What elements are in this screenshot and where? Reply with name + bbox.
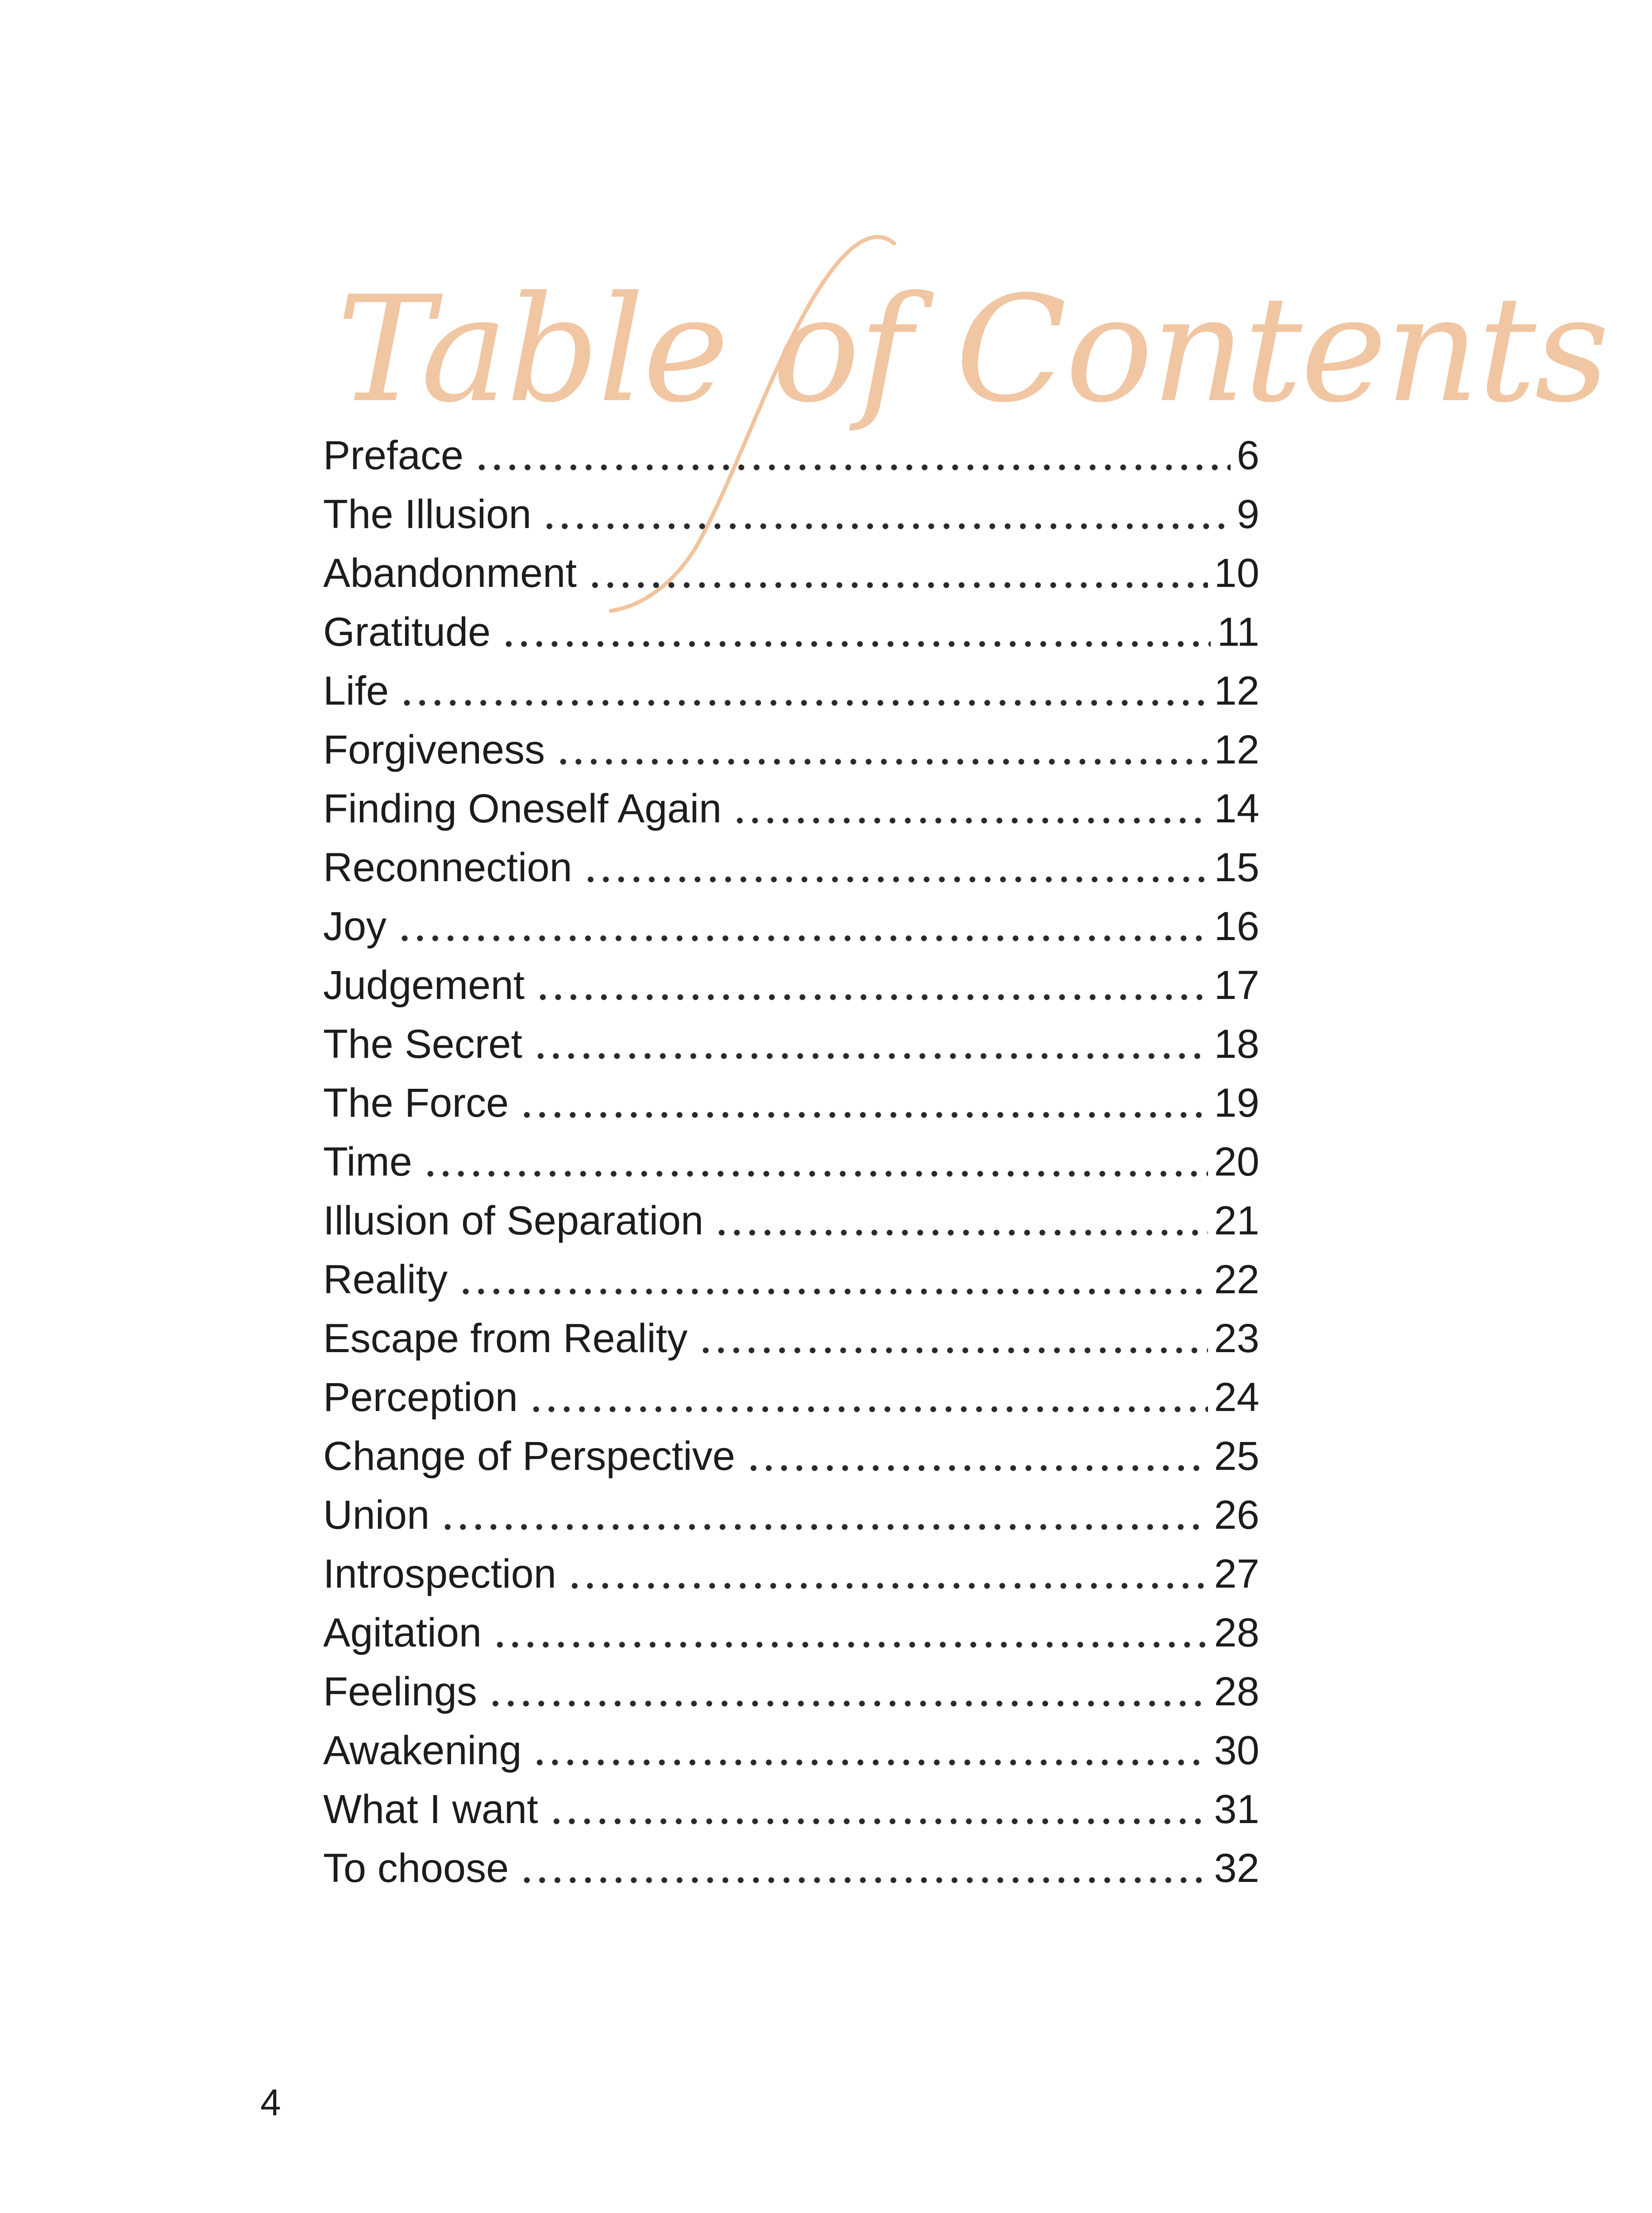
toc-entry-page: 12: [1214, 668, 1259, 713]
toc-entry-page: 19: [1214, 1080, 1259, 1126]
toc-entry-page: 15: [1214, 845, 1259, 890]
toc-entry[interactable]: [323, 1133, 1259, 1191]
toc-entry-title: Life: [323, 668, 389, 713]
toc-entry-page: 10: [1214, 551, 1259, 596]
toc-entry[interactable]: [323, 1015, 1259, 1074]
toc-entry[interactable]: [323, 1486, 1259, 1545]
toc-entry[interactable]: [323, 544, 1259, 603]
toc-entry-page: 16: [1214, 904, 1259, 949]
table-of-contents: [323, 426, 1259, 1898]
toc-entry[interactable]: [323, 1427, 1259, 1486]
toc-entry[interactable]: [323, 1074, 1259, 1133]
toc-dot-leader: [535, 993, 1208, 1002]
toc-entry-page: 28: [1214, 1610, 1259, 1655]
toc-entry[interactable]: [323, 603, 1259, 662]
toc-dot-leader: [519, 1110, 1208, 1119]
toc-dot-leader: [732, 816, 1208, 825]
toc-entry[interactable]: [323, 1309, 1259, 1368]
toc-entry-title: The Secret: [323, 1022, 522, 1067]
toc-entry-page: 25: [1214, 1434, 1259, 1479]
toc-entry-title: Agitation: [323, 1610, 482, 1655]
toc-entry-title: Escape from Reality: [323, 1316, 688, 1361]
toc-entry-title: Introspection: [323, 1551, 556, 1596]
toc-dot-leader: [583, 875, 1208, 884]
toc-dot-leader: [556, 757, 1208, 766]
toc-entry-page: 22: [1214, 1257, 1259, 1302]
toc-entry-page: 17: [1214, 963, 1259, 1008]
toc-entry-title: The Force: [323, 1080, 509, 1126]
toc-dot-leader: [397, 934, 1208, 943]
toc-dot-leader: [587, 581, 1208, 590]
toc-dot-leader: [458, 1287, 1208, 1296]
toc-entry[interactable]: [323, 1250, 1259, 1309]
toc-entry-page: 21: [1214, 1198, 1259, 1243]
toc-entry-title: Illusion of Separation: [323, 1198, 704, 1243]
toc-entry-title: Judgement: [323, 963, 525, 1008]
toc-dot-leader: [533, 1052, 1208, 1060]
toc-entry-title: What I want: [323, 1787, 538, 1832]
toc-entry-title: Reality: [323, 1257, 448, 1302]
toc-entry-page: 14: [1214, 786, 1259, 831]
toc-entry-page: 23: [1214, 1316, 1259, 1361]
toc-dot-leader: [492, 1640, 1208, 1649]
toc-entry-page: 11: [1217, 609, 1259, 655]
toc-dot-leader: [399, 698, 1208, 707]
toc-entry-page: 31: [1214, 1787, 1259, 1832]
toc-entry[interactable]: [323, 1780, 1259, 1839]
toc-dot-leader: [567, 1581, 1208, 1590]
toc-entry[interactable]: [323, 838, 1259, 897]
toc-dot-leader: [474, 463, 1231, 472]
toc-entry[interactable]: [323, 1662, 1259, 1721]
toc-entry-title: Joy: [323, 904, 387, 949]
toc-entry-page: 28: [1214, 1669, 1259, 1714]
toc-dot-leader: [542, 522, 1230, 531]
toc-dot-leader: [532, 1758, 1208, 1767]
toc-entry-title: Reconnection: [323, 845, 572, 890]
toc-entry-title: Feelings: [323, 1669, 477, 1714]
toc-entry-page: 30: [1214, 1728, 1259, 1773]
toc-entry[interactable]: [323, 1604, 1259, 1662]
toc-dot-leader: [501, 640, 1211, 648]
toc-entry-page: 27: [1214, 1551, 1259, 1596]
toc-entry-title: Change of Perspective: [323, 1434, 735, 1479]
toc-entry[interactable]: [323, 1721, 1259, 1780]
toc-entry[interactable]: [323, 1545, 1259, 1604]
toc-entry-page: 26: [1214, 1492, 1259, 1538]
toc-entry-title: Forgiveness: [323, 727, 545, 772]
toc-entry-page: 32: [1214, 1846, 1259, 1891]
toc-entry[interactable]: [323, 426, 1259, 485]
toc-entry-title: The Illusion: [323, 492, 532, 537]
toc-dot-leader: [519, 1876, 1208, 1885]
toc-dot-leader: [423, 1169, 1208, 1178]
toc-entry-page: 6: [1236, 433, 1259, 478]
toc-entry-page: 20: [1214, 1139, 1259, 1184]
toc-dot-leader: [714, 1228, 1208, 1237]
toc-entry-page: 12: [1214, 727, 1259, 772]
toc-entry-title: Finding Oneself Again: [323, 786, 722, 831]
toc-entry-title: Awakening: [323, 1728, 522, 1773]
toc-entry[interactable]: [323, 1191, 1259, 1250]
toc-dot-leader: [698, 1346, 1208, 1355]
toc-dot-leader: [529, 1405, 1208, 1414]
toc-entry[interactable]: [323, 1368, 1259, 1427]
toc-dot-leader: [488, 1699, 1208, 1708]
toc-entry-page: 9: [1236, 492, 1259, 537]
toc-entry[interactable]: [323, 662, 1259, 721]
toc-entry-page: 18: [1214, 1022, 1259, 1067]
toc-entry-page: 24: [1214, 1375, 1259, 1420]
page-title: Table of Contents: [336, 265, 1608, 435]
toc-entry[interactable]: [323, 897, 1259, 956]
toc-entry[interactable]: [323, 721, 1259, 779]
toc-entry-title: Abandonment: [323, 551, 577, 596]
toc-dot-leader: [440, 1523, 1208, 1531]
toc-entry-title: Perception: [323, 1375, 518, 1420]
toc-entry-title: To choose: [323, 1846, 509, 1891]
toc-entry-title: Preface: [323, 433, 464, 478]
toc-entry[interactable]: [323, 1839, 1259, 1898]
toc-entry[interactable]: [323, 485, 1259, 544]
toc-entry-title: Time: [323, 1139, 413, 1184]
toc-entry-title: Union: [323, 1492, 430, 1538]
page-number: 4: [260, 2082, 281, 2123]
toc-entry-title: Gratitude: [323, 609, 491, 655]
toc-entry[interactable]: [323, 779, 1259, 838]
toc-entry[interactable]: [323, 956, 1259, 1015]
toc-dot-leader: [549, 1817, 1208, 1826]
toc-dot-leader: [746, 1464, 1208, 1473]
